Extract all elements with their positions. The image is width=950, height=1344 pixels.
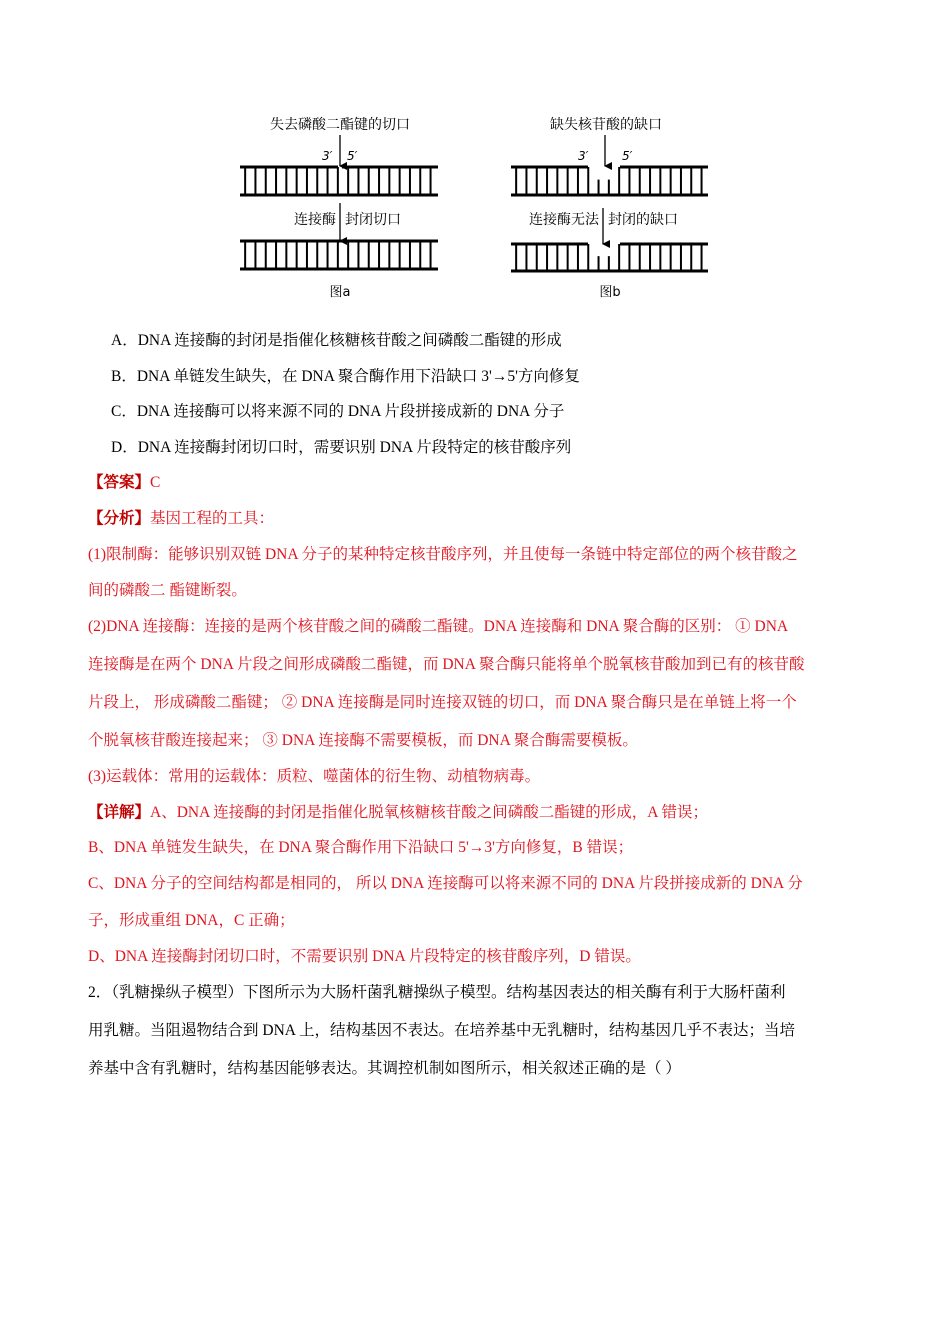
- detail-line: B、DNA 单链发生缺失，在 DNA 聚合酶作用下沿缺口 5'→3'方向修复，B 错误；: [88, 839, 634, 856]
- option-c: C．DNA 连接酶可以将来源不同的 DNA 片段拼接成新的 DNA 分子: [111, 403, 565, 420]
- figure-a-lower-dna: [240, 241, 438, 269]
- question2-line: 2．（乳糖操纵子模型）下图所示为大肠杆菌乳糖操纵子模型。结构基因表达的相关酶有利于大肠杆菌利: [88, 984, 786, 1001]
- figure-a-mid-left: 连接酶: [294, 212, 336, 228]
- analysis-line: 片段上， 形成磷酸二酯键； ② DNA 连接酶是同时连接双链的切口，而 DNA 聚合酶只是在单链上将一个: [88, 694, 797, 711]
- figure-b-mid-right: 封闭的缺口: [608, 212, 678, 228]
- dna-ligase-figures: [0, 108, 950, 308]
- analysis-intro: 基因工程的工具：: [150, 510, 275, 527]
- option-b: B．DNA 单链发生缺失，在 DNA 聚合酶作用下沿缺口 3'→5'方向修复: [111, 368, 580, 385]
- analysis-line: 个脱氧核苷酸连接起来； ③ DNA 连接酶不需要模板，而 DNA 聚合酶需要模板。: [88, 732, 638, 749]
- analysis-header: [88, 509, 274, 529]
- figure-a: [240, 116, 438, 300]
- figure-b-end5: 5′: [622, 149, 633, 163]
- figure-a-end3: 3′: [322, 149, 333, 163]
- analysis-line: 间的磷酸二 酯键断裂。: [88, 582, 247, 599]
- detail-line: D、DNA 连接酶封闭切口时，不需要识别 DNA 片段特定的核苷酸序列，D 错误。: [88, 948, 641, 965]
- detail-header: [88, 803, 708, 823]
- analysis-line: 连接酶是在两个 DNA 片段之间形成磷酸二酯键，而 DNA 聚合酶只能将单个脱氧核苷酸加到已有的核苷酸: [88, 656, 805, 673]
- detail-line: C、DNA 分子的空间结构都是相同的， 所以 DNA 连接酶可以将来源不同的 DNA 片段拼接成新的 DNA 分: [88, 875, 803, 892]
- detail-tag: 【详解】: [88, 804, 151, 821]
- figure-b-caption: 图b: [599, 285, 621, 300]
- figure-a-top-label: 失去磷酸二酯键的切口: [270, 117, 410, 133]
- detail-first: A、DNA 连接酶的封闭是指催化脱氧核糖核苷酸之间磷酸二酯键的形成，A 错误；: [150, 804, 709, 821]
- analysis-line: (3)运载体：常用的运载体：质粒、噬菌体的衍生物、动植物病毒。: [88, 768, 541, 785]
- option-d: D．DNA 连接酶封闭切口时，需要识别 DNA 片段特定的核苷酸序列: [111, 439, 572, 456]
- answer-line: [88, 473, 160, 493]
- figure-a-end5: 5′: [347, 149, 358, 163]
- analysis-line: (2)DNA 连接酶：连接的是两个核苷酸之间的磷酸二酯键。DNA 连接酶和 DNA 聚合酶的区别： ① DNA: [88, 618, 789, 635]
- figure-b-end3: 3′: [578, 149, 589, 163]
- figure-b: [511, 116, 708, 300]
- option-a: A．DNA 连接酶的封闭是指催化核糖核苷酸之间磷酸二酯键的形成: [111, 332, 562, 349]
- figure-a-upper-dna: [240, 167, 438, 195]
- question2-line: 养基中含有乳糖时，结构基因能够表达。其调控机制如图所示，相关叙述正确的是（ ）: [88, 1060, 681, 1077]
- answer-tag: 【答案】: [88, 474, 151, 491]
- analysis-line: (1)限制酶：能够识别双链 DNA 分子的某种特定核苷酸序列，并且使每一条链中特定部位的两个核苷酸之: [88, 546, 798, 563]
- figure-b-top-label: 缺失核苷酸的缺口: [550, 117, 662, 133]
- answer-value: C: [150, 474, 161, 491]
- analysis-tag: 【分析】: [88, 510, 151, 527]
- question2-line: 用乳糖。当阻遏物结合到 DNA 上，结构基因不表达。在培养基中无乳糖时，结构基因几乎不表达；当培: [88, 1022, 795, 1039]
- figure-b-upper-dna: [511, 167, 708, 195]
- figure-a-mid-right: 封闭切口: [345, 212, 401, 228]
- figure-b-lower-dna: [511, 244, 708, 271]
- detail-line: 子，形成重组 DNA，C 正确；: [88, 912, 295, 929]
- figure-b-mid-left: 连接酶无法: [529, 212, 599, 228]
- figure-a-caption: 图a: [329, 285, 351, 300]
